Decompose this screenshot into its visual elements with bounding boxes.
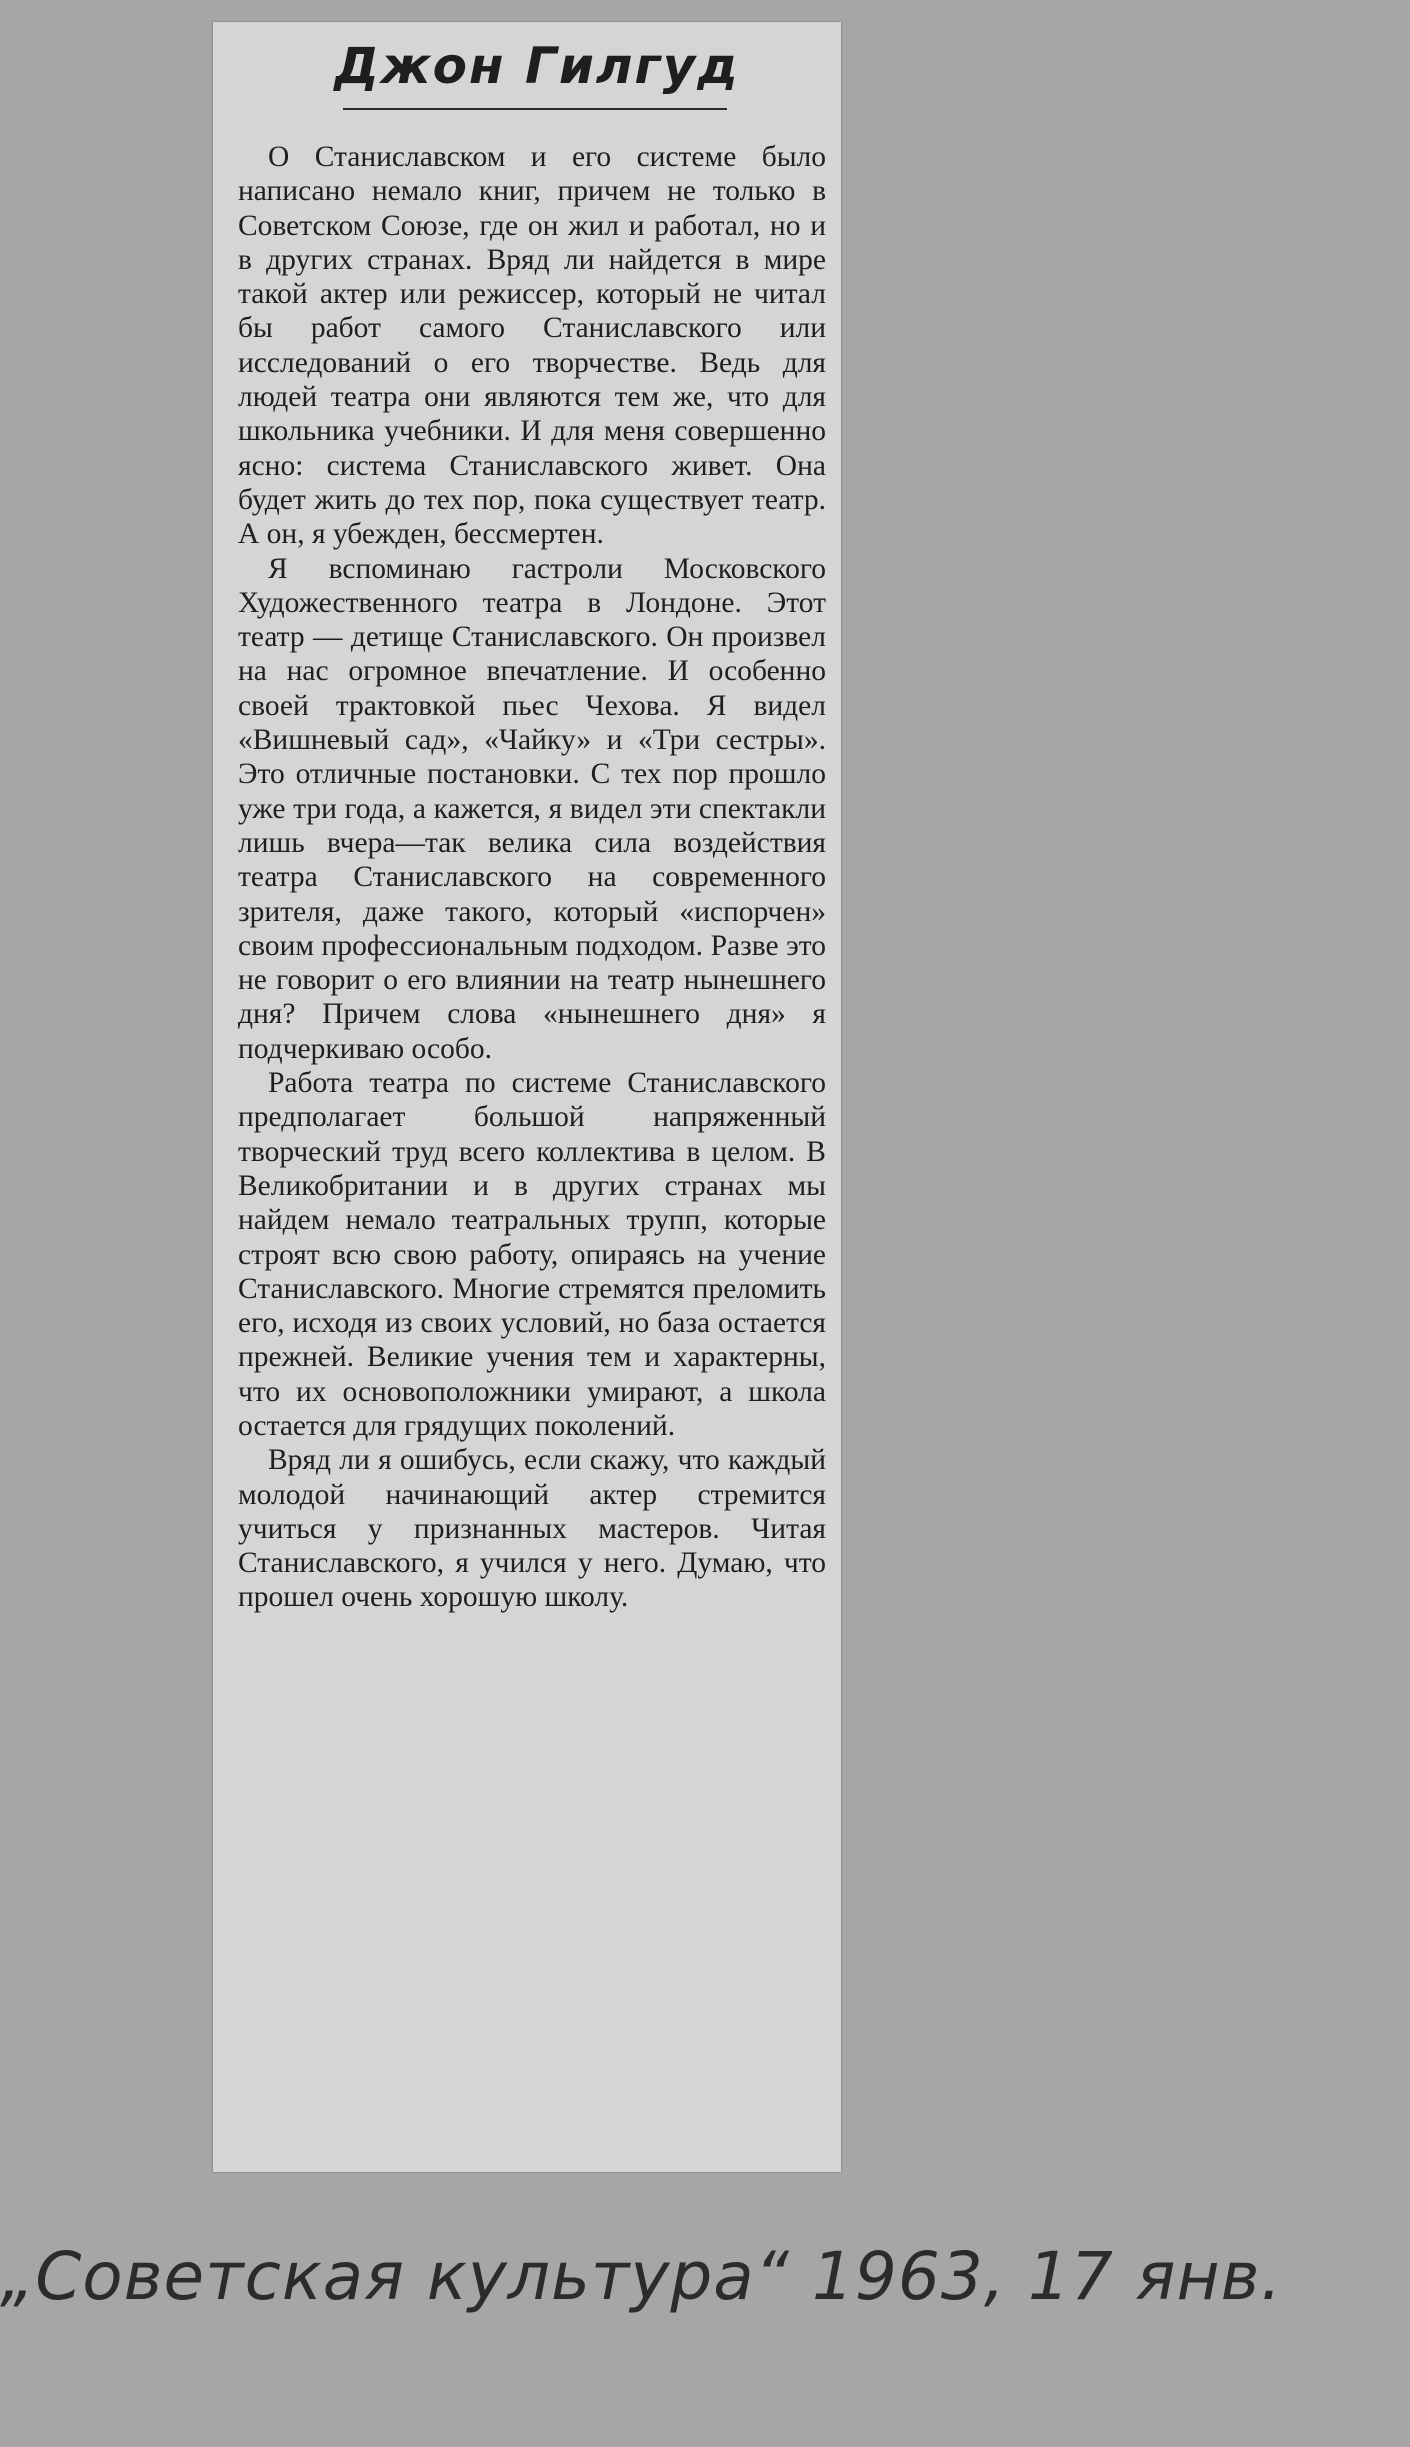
newspaper-clipping: [213, 22, 841, 2172]
article-body: [238, 140, 826, 1615]
article-paragraph-4: Вряд ли я ошибусь, если скажу, что каждый молодой начинающий актер стремится учиться у признанных мастеров. Читая Станиславского, я учился у него. Думаю, что прошел очень хорошую школу.: [238, 1444, 826, 1614]
article-paragraph-2: Я вспоминаю гастроли Московского Художественного театра в Лондоне. Этот театр — детище Станиславского. Он произвел на нас огромное впечатление. И особенно своей трактовкой пьес Чехова. Я видел «Вишневый сад», «Чайку» и «Три сестры». Это отличные постановки. С тех пор прошло уже три года, а кажется, я видел эти спектакли лишь вчера—так велика сила воздействия театра Станиславского на современного зрителя, даже такого, который «испорчен» своим профессиональным подходом. Разве это не говорит о его влиянии на театр нынешнего дня? Причем слова «нынешнего дня» я подчеркиваю особо.: [238, 552, 826, 1065]
headline-underline: [343, 108, 727, 110]
handwritten-source-note: „Советская культура“ 1963, 17 янв.: [0, 2238, 1283, 2315]
article-paragraph-1: О Станиславском и его системе было написано немало книг, причем не только в Советском Союзе, где он жил и работал, но и в других странах. Вряд ли найдется в мире такой актер или режиссер, который не читал бы работ самого Станиславского или исследований о его творчестве. Ведь для людей театра они являются тем же, что для школьника учебники. И для меня совершенно ясно: система Станиславского живет. Она будет жить до тех пор, пока существует театр. А он, я убежден, бессмертен.: [238, 141, 826, 551]
article-paragraph-3: Работа театра по системе Станиславского предполагает большой напряженный творческий труд всего коллектива в целом. В Великобритании и в других странах мы найдем немало театральных трупп, которые строят всю свою работу, опираясь на учение Станиславского. Многие стремятся преломить его, исходя из своих условий, но база остается прежней. Великие учения тем и характерны, что их основоположники умирают, а школа остается для грядущих поколений.: [238, 1067, 826, 1442]
article-headline: Джон Гилгуд: [334, 37, 740, 95]
